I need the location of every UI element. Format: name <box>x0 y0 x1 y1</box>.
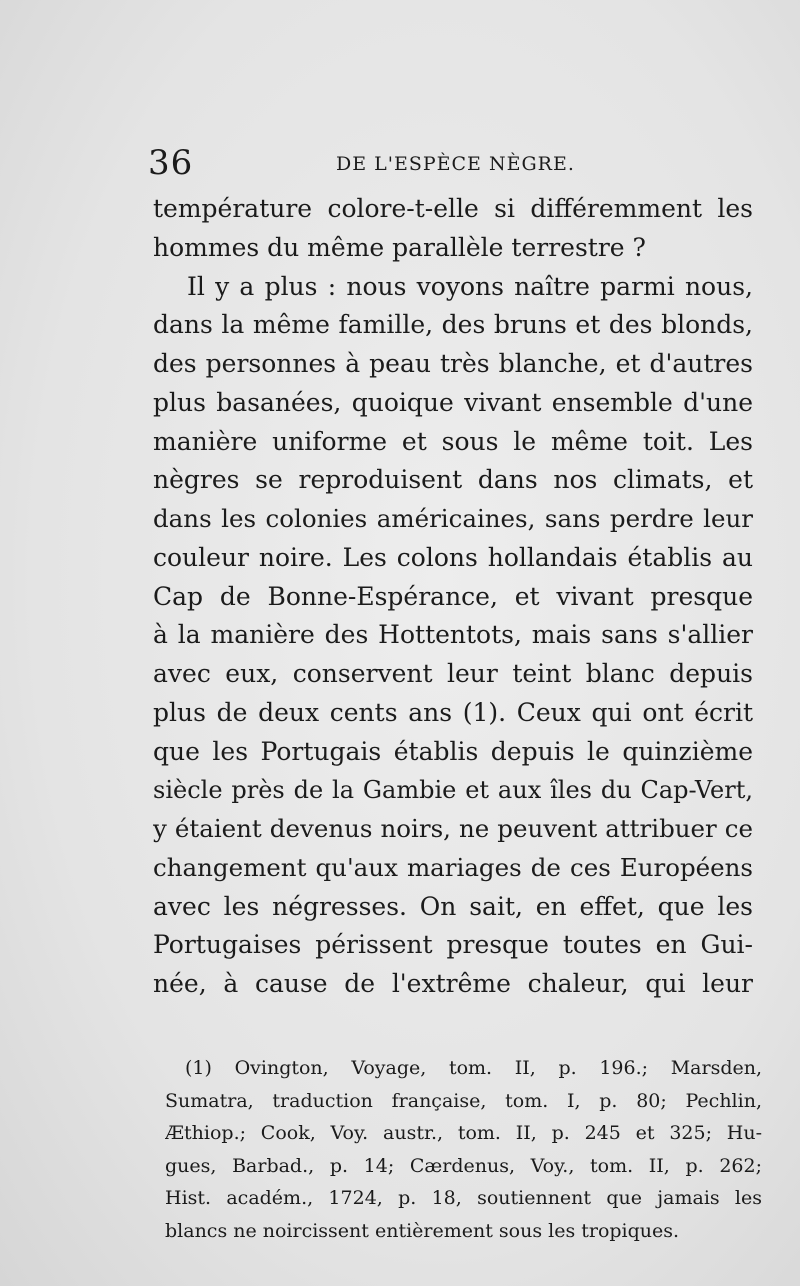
page-header <box>148 143 748 183</box>
text-line: couleur noire. Les colons hollandais établis au <box>153 542 753 572</box>
text-line: née, à cause de l'extrême chaleur, qui leur <box>153 969 753 998</box>
text-line: Il y a plus : nous voyons naître parmi nous, <box>187 271 753 301</box>
text-line: avec les négresses. On sait, en effet, que les <box>153 891 753 921</box>
text-line: plus de deux cents ans (1). Ceux qui ont écrit <box>153 697 753 727</box>
text-line: dans la même famille, des bruns et des blonds, <box>153 310 753 340</box>
text-line: à la manière des Hottentots, mais sans s'allier <box>153 620 753 650</box>
footnote-line: Æthiop.; Cook, Voy. austr., tom. II, p. 245 et 325; Hu- <box>165 1122 762 1144</box>
text-line: avec eux, conservent leur teint blanc depuis <box>153 659 753 688</box>
text-line: manière uniforme et sous le même toit. Les <box>153 426 753 456</box>
body-text <box>153 190 753 1004</box>
text-line: des personnes à peau très blanche, et d'autres <box>153 349 753 378</box>
text-line: plus basanées, quoique vivant ensemble d'une <box>153 387 753 417</box>
footnote-line: gues, Barbad., p. 14; Cærdenus, Voy., tom. II, p. 262; <box>165 1154 762 1177</box>
text-line: siècle près de la Gambie et aux îles du Cap-Vert, <box>153 776 753 805</box>
text-line: que les Portugais établis depuis le quinzième <box>153 736 753 766</box>
text-line: hommes du même parallèle terrestre ? <box>153 232 646 262</box>
running-head: DE L'ESPÈCE NÈGRE. <box>336 153 575 175</box>
text-line: dans les colonies américaines, sans perdre leur <box>153 504 753 533</box>
footnote <box>165 1052 762 1247</box>
text-line: y étaient devenus noirs, ne peuvent attribuer ce <box>153 814 753 843</box>
footnote-line: Sumatra, traduction française, tom. I, p. 80; Pechlin, <box>165 1089 762 1112</box>
footnote-line: Hist. académ., 1724, p. 18, soutiennent que jamais les <box>165 1187 762 1209</box>
footnote-line: (1) Ovington, Voyage, tom. II, p. 196.; Marsden, <box>185 1057 762 1079</box>
text-line: changement qu'aux mariages de ces Européens <box>153 852 753 882</box>
footnote-line: blancs ne noircissent entièrement sous les tropiques. <box>165 1219 680 1242</box>
text-line: température colore-t-elle si différemment les <box>153 194 753 223</box>
text-line: Portugaises périssent presque toutes en Gui- <box>153 930 753 960</box>
text-line: Cap de Bonne-Espérance, et vivant presque <box>153 581 753 611</box>
text-line: nègres se reproduisent dans nos climats, et <box>153 465 753 495</box>
page-number: 36 <box>148 143 194 183</box>
